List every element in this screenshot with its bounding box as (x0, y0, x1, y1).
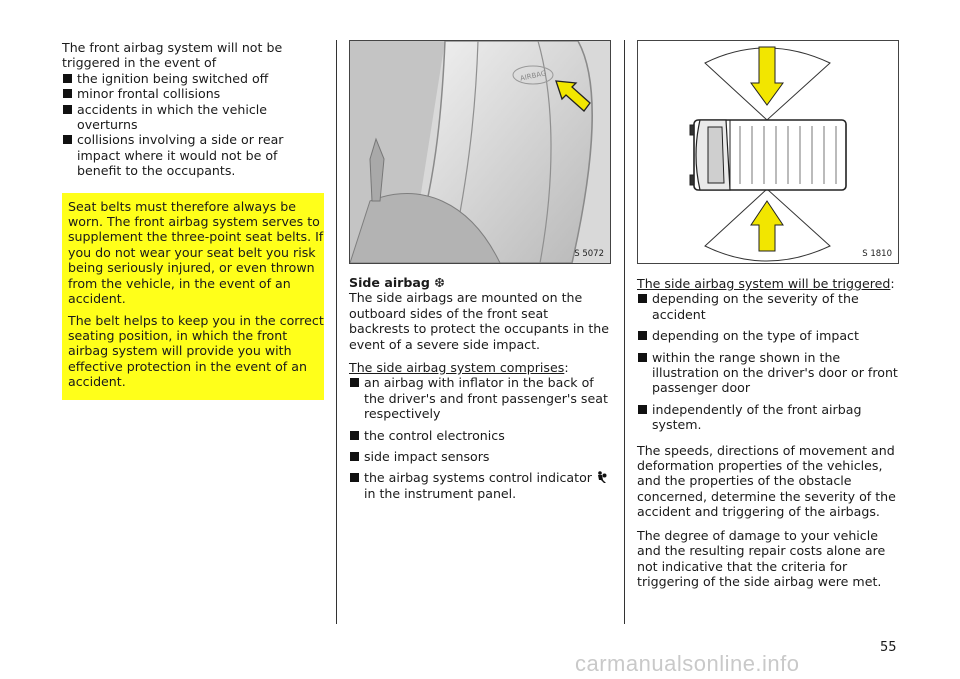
column-divider (624, 40, 625, 624)
vehicle-impact-diagram (638, 41, 898, 263)
list-item: side impact sensors (349, 449, 611, 464)
front-airbag-exceptions-list (62, 71, 324, 179)
list-item: collisions involving a side or rear impact where it would not be of benefit to the occupants. (62, 132, 324, 178)
page-number: 55 (880, 640, 897, 655)
triggered-label: The side airbag system will be triggered (637, 276, 891, 291)
section-heading (349, 275, 611, 290)
figure-code: S 5072 (574, 249, 604, 259)
seat-belt-notice-box (62, 193, 324, 400)
list-item: minor frontal collisions (62, 86, 324, 101)
triggering-conditions-list (637, 291, 899, 432)
seat-airbag-illustration (349, 40, 611, 264)
list-item: the ignition being switched off (62, 71, 324, 86)
figure-code: S 1810 (862, 249, 892, 259)
list-item: accidents in which the vehicle overturns (62, 102, 324, 133)
list-item-text: the airbag systems control indicator (364, 470, 592, 486)
triggering-range-illustration (637, 40, 899, 264)
snowflake-icon: ❆ (434, 275, 445, 290)
comprises-line: The side airbag system comprises: (349, 360, 569, 376)
list-item-text: in the instrument panel. (364, 485, 517, 501)
airbag-indicator-icon (596, 471, 607, 484)
list-item: the control electronics (349, 428, 611, 443)
watermark-text: carmanualsonline.info (575, 651, 800, 676)
comprises-label: The side airbag system comprises (349, 360, 565, 376)
list-item: depending on the severity of the accident (637, 291, 899, 322)
heading-text: Side airbag (349, 275, 430, 290)
impact-arrow-icon (751, 47, 783, 105)
list-item: depending on the type of impact (637, 328, 899, 343)
column-left (62, 40, 324, 400)
list-item: an airbag with inflator in the back of the driver's and front passenger's seat respectively (349, 375, 611, 421)
impact-arrow-icon (751, 201, 783, 251)
list-item (349, 470, 611, 501)
column-right (637, 40, 899, 589)
van-top-view (690, 120, 846, 190)
list-item: independently of the front airbag system. (637, 402, 899, 433)
intro-text: The front airbag system will not be triggered in the event of (62, 40, 283, 71)
damage-paragraph: The degree of damage to your vehicle and the resulting repair costs alone are not indicative that the criteria for triggering of the side airbag were met. (637, 527, 886, 589)
notice-paragraph: The belt helps to keep you in the correct seating position, in which the front airbag system will provide you with effective protection in the event of an accident. (68, 312, 324, 390)
seat-airbag-label: AIRBAG (519, 69, 548, 83)
column-divider (336, 40, 337, 624)
severity-paragraph: The speeds, directions of movement and deformation properties of the vehicles, and the properties of the obstacle concerned, determine the severity of the accident and triggering of the airbags. (637, 442, 896, 520)
side-airbag-components-list (349, 375, 611, 501)
column-middle (349, 40, 611, 507)
triggered-line: The side airbag system will be triggered: (637, 276, 895, 291)
notice-paragraph: Seat belts must therefore always be worn. The front airbag system serves to supplement the three-point seat belts. If you do not wear your seat belt you risk being seriously injured, or even thrown from the vehicle, in the event of an accident. (68, 198, 324, 307)
list-item: within the range shown in the illustration on the driver's door or front passenger door (637, 350, 899, 396)
seat-drawing (350, 41, 610, 263)
side-airbag-body: The side airbags are mounted on the outboard sides of the front seat backrests to protect the occupants in the event of a severe side impact. (349, 290, 609, 352)
